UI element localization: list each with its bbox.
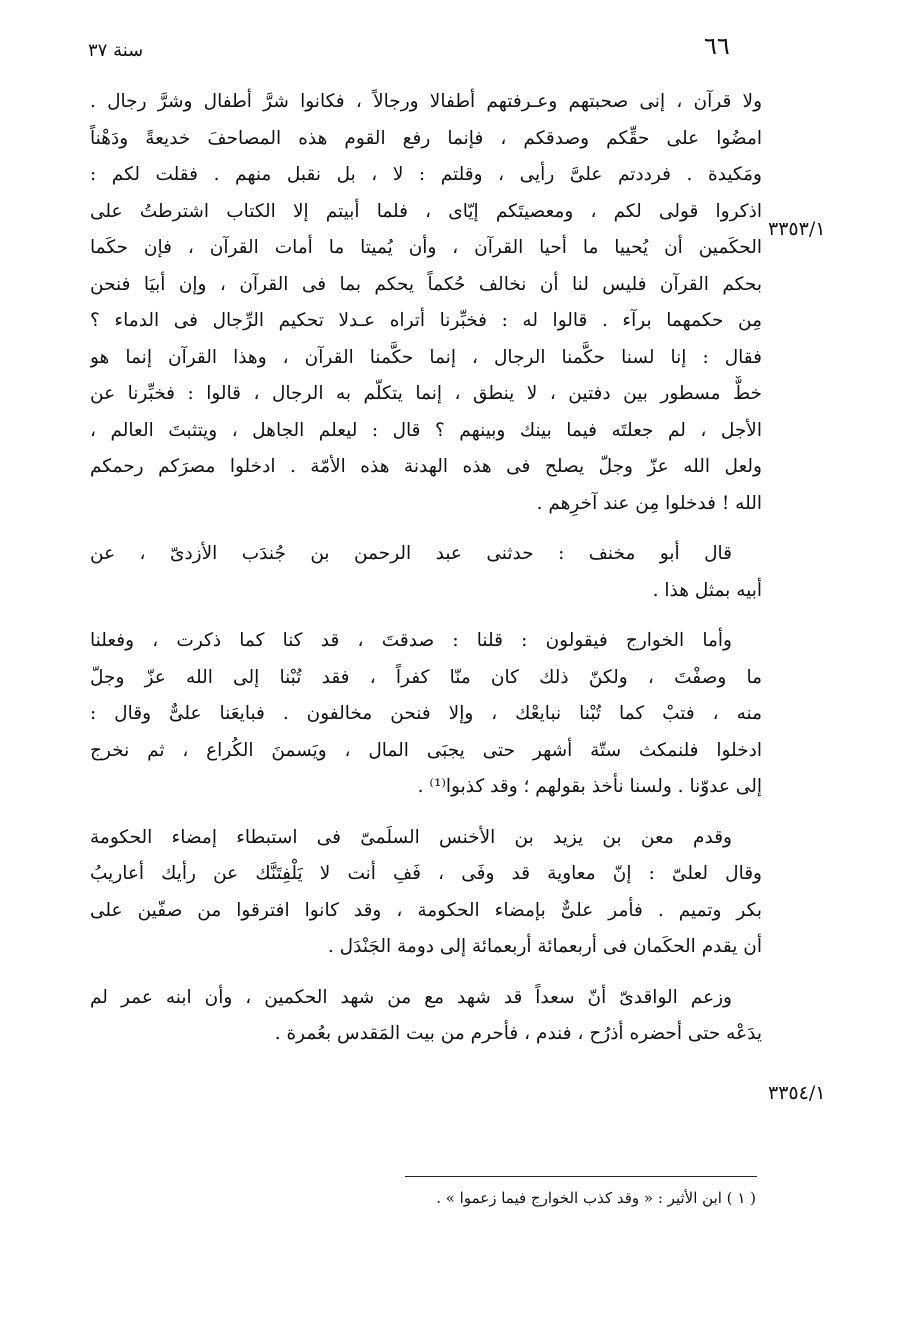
text-line: وزعم الواقدىّ أنّ سعداً قد شهد مع من شهد الحكمين ، وأن ابنه عمر لم (90, 986, 732, 1008)
text-line: أن يقدم الحكَمان فى أربعمائة أربعمائة إلى دومة الجَنْدَل . (327, 936, 762, 957)
margin-reference-2: ٣٣٥٤/١ (768, 1082, 826, 1104)
paragraph-gap (90, 522, 762, 536)
text-line: وقال لعلىّ : إنّ معاوية قد وفَى ، فَفِ أنت لا يَلْفِتَنَّك عن رأيك أعاريبُ (90, 863, 762, 884)
text-line: إلى عدوّنا . ولسنا نأخذ بقولهم ؛ وقد كذبوا⁽¹⁾ . (417, 776, 762, 797)
page-number: ٦٦ (704, 32, 730, 60)
footnote-divider (405, 1176, 757, 1177)
text-line: ولعل الله عزّ وجلّ يصلح فى هذه الهدنة هذه الأمّة . ادخلوا مصرَكم رحمكم (90, 456, 762, 477)
text-line: قال أبو مخنف : حدثنى عبد الرحمن بن جُندَب الأزدىّ ، عن (90, 543, 732, 564)
paragraph-gap (90, 609, 762, 623)
paragraph-gap (90, 966, 762, 980)
text-line: وقدم معن بن يزيد بن الأخنس السلَمىّ فى استبطاء إمضاء الحكومة (90, 826, 732, 848)
text-line: ولا قرآن ، إنى صحبتهم وعـرفتهم أطفالا ورجالاً ، فكانوا شرَّ أطفال وشرَّ رجال . (90, 91, 762, 112)
margin-reference-1: ٣٣٥٣/١ (768, 218, 826, 240)
text-line: وأما الخوارج فيقولون : قلنا : صدقتَ ، قد كنا كما ذكرت ، وفعلنا (90, 630, 732, 651)
running-header-year: سنة ٣٧ (88, 40, 144, 61)
text-line: خطٌّ مسطور بين دفتين ، لا ينطق ، إنما يتكلّم به الرجال ، قالوا : فخبِّرنا عن (90, 383, 762, 404)
text-line: امضُوا على حقِّكم وصدقكم ، فإنما رفع القوم هذه المصاحفَ خديعةً ودَهْناً (90, 127, 762, 149)
text-line: ومَكيدة . فرددتم علىَّ رأيى ، وقلتم : لا ، بل نقبل منهم . فقلت لكم : (90, 164, 762, 185)
text-line: ما وصفْتَ ، ولكنّ ذلك كان منّا كفراً ، فقد تُبْنا إلى الله عزّ وجلّ (90, 666, 762, 688)
text-line: الحكَمين أن يُحييا ما أحيا القرآن ، وأن يُميتا ما أمات القرآن ، فإن حكَما (90, 237, 762, 258)
text-line: الأجل ، لم جعلتَه فيما بينك وبينهم ؟ قال : ليعلم الجاهل ، ويتثبتَ العالم ، (90, 419, 762, 441)
text-line: مِن حكمهما برآء . قالوا له : فخبِّرنا أتراه عـدلا تحكيم الرِّجال فى الدماء ؟ (90, 310, 762, 331)
text-line: بحكم القرآن فليس لنا أن نخالف حُكماً يحكم بما فى القرآن ، وإن أبيَا فنحن (90, 273, 762, 295)
text-line: يدَعْه حتى أحضره أذرُح ، فندم ، فأحرم من بيت المَقدس بعُمرة . (274, 1023, 762, 1044)
text-line: الله ! فدخلوا مِن عند آخرِهم . (536, 492, 762, 514)
text-line: بكر وتميم . فأمر علىٌّ بإمضاء الحكومة ، وقد كانوا افترقوا من صفّين على (90, 899, 762, 921)
footnote: ( ١ ) ابن الأثير : « وقد كذب الخوارج فيما زعموا » . (436, 1189, 756, 1207)
text-line: أبيه بمثل هذا . (652, 579, 762, 601)
text-line: ادخلوا فلنمكث ستّة أشهر حتى يجبَى المال ، ويَسمنَ الكُراع ، ثم نخرج (90, 739, 762, 761)
main-text (90, 84, 762, 1053)
text-line: اذكروا قولى لكم ، ومعصيتَكم إيّاى ، فلما أبيتم إلا الكتاب اشترطتُ على (90, 200, 762, 222)
text-line: فقال : إنا لسنا حكَّمنا الرجال ، إنما حكَّمنا القرآن ، وهذا القرآن إنما هو (90, 346, 762, 368)
paragraph-gap (90, 806, 762, 820)
text-line: منه ، فتبْ كما تُبْنا نبايعْك ، وإلا فنحن مخالفون . فبايعَنا علىٌّ وقال : (90, 703, 762, 724)
